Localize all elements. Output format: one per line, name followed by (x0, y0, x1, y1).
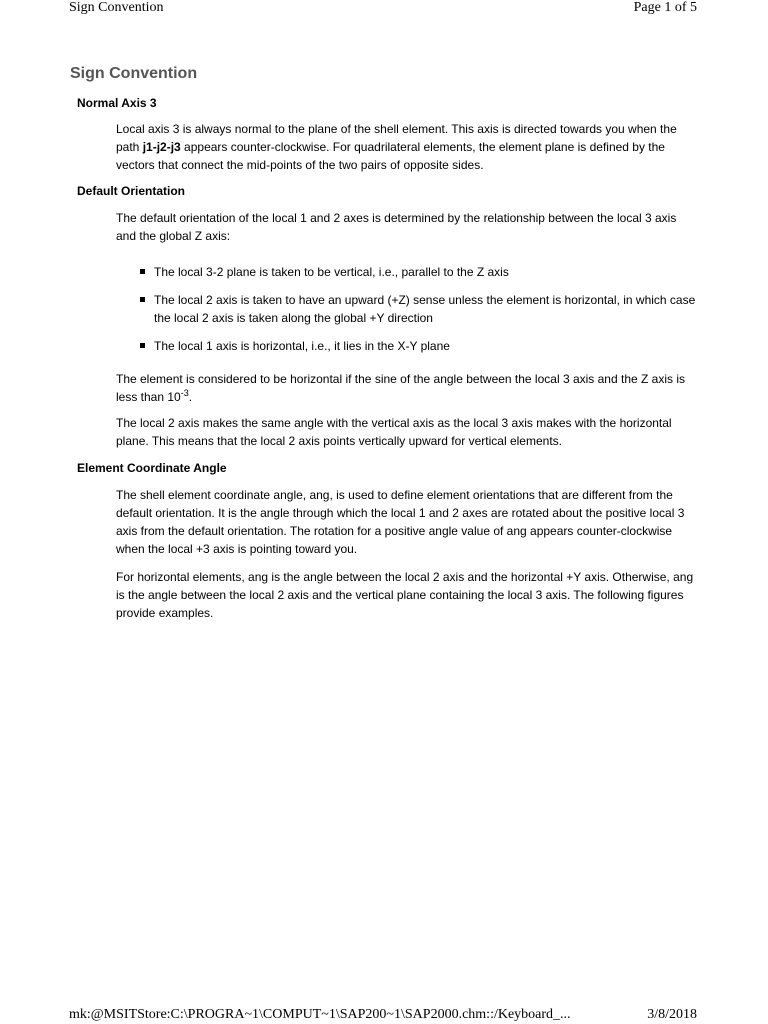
section-heading-coordinate-angle: Element Coordinate Angle (77, 461, 227, 475)
list-item: The local 3-2 plane is taken to be vertical, i.e., parallel to the Z axis (138, 263, 698, 281)
header-page-number: Page 1 of 5 (633, 0, 697, 15)
coordinate-angle-paragraph-2: For horizontal elements, ang is the angle between the local 2 axis and the horizontal +Y axis. Otherwise, ang is the angle between the local 2 axis and the vertical plane containing the local 3 axis. The following figures provide examples. (116, 570, 694, 620)
normal-axis-text-a: Local axis 3 is always normal to the plane of the shell element. This axis is directed towards you when the path (116, 122, 677, 154)
list-item: The local 2 axis is taken to have an upward (+Z) sense unless the element is horizontal, in which case the local 2 axis is taken along the global +Y direction (138, 291, 698, 327)
horizontal-criterion-paragraph (116, 370, 696, 406)
horizontal-text-a: The element is considered to be horizontal if the sine of the angle between the local 3 axis and the Z axis is less than 10 (116, 372, 686, 404)
exponent: -3 (180, 388, 189, 398)
header-doc-title: Sign Convention (69, 0, 164, 15)
orientation-bullet-list (138, 263, 698, 355)
normal-axis-paragraph (116, 120, 696, 174)
normal-axis-text-b: appears counter-clockwise. For quadrilateral elements, the element plane is defined by the vectors that connect the mid-points of the two pairs of opposite sides. (116, 140, 665, 172)
path-label: j1-j2-j3 (142, 140, 181, 154)
page-title: Sign Convention (70, 65, 198, 82)
default-orientation-intro: The default orientation of the local 1 and 2 axes is determined by the relationship between the local 3 axis and the global Z axis: (116, 211, 677, 243)
section-heading-default-orientation: Default Orientation (77, 184, 186, 198)
local-2-axis-paragraph: The local 2 axis makes the same angle with the vertical axis as the local 3 axis makes with the horizontal plane. This means that the local 2 axis points vertically upward for vertical elements. (116, 416, 672, 448)
horizontal-text-b: . (188, 390, 193, 404)
footer-file-path: mk:@MSITStore:C:\PROGRA~1\COMPUT~1\SAP200~1\SAP2000.chm::/Keyboard_... (69, 1007, 571, 1022)
coordinate-angle-paragraph-1: The shell element coordinate angle, ang, is used to define element orientations that are different from the default orientation. It is the angle through which the local 1 and 2 axes are rotated about the positive local 3 axis from the default orientation. The rotation for a positive angle value of ang appears counter-clockwise when the local +3 axis is pointing toward you. (116, 488, 685, 556)
footer-date: 3/8/2018 (647, 1007, 697, 1022)
section-heading-normal-axis: Normal Axis 3 (77, 96, 157, 110)
list-item: The local 1 axis is horizontal, i.e., it lies in the X-Y plane (138, 337, 698, 355)
